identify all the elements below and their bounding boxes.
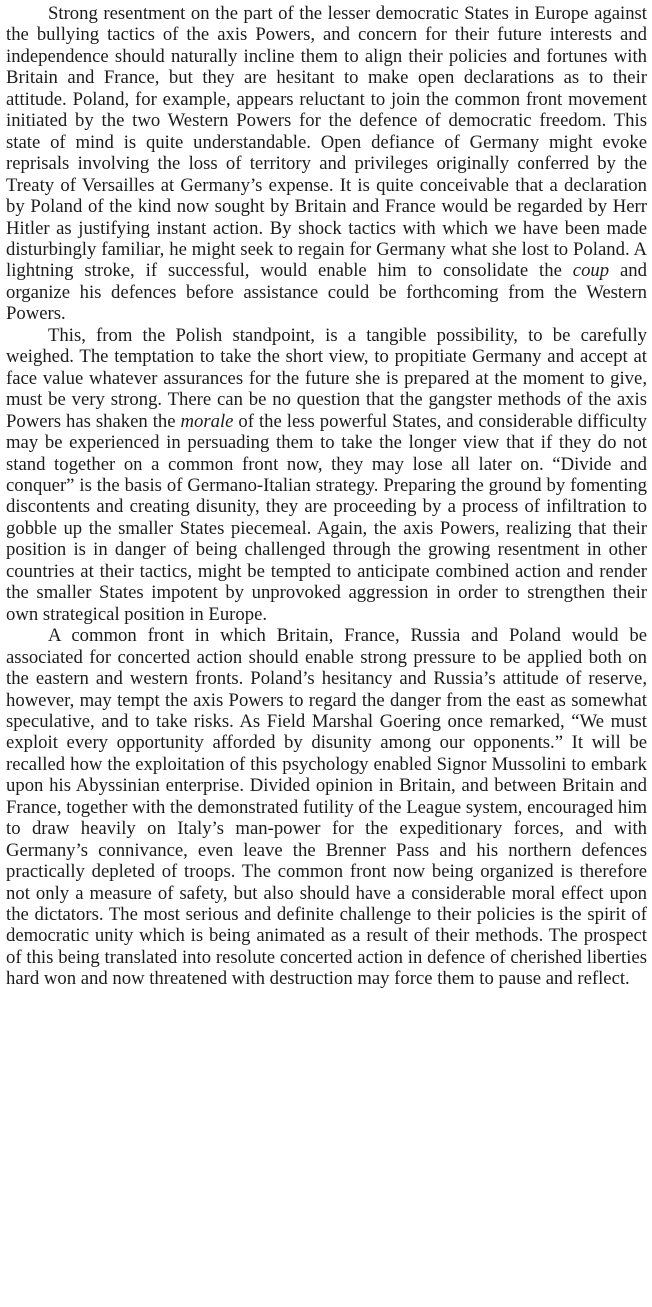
paragraph-3-text-1: A common front in which Britain, France, Russia and Poland would be associated for concerted action should enable strong pressure to be applied both on the eastern and western fronts. Poland’s hesitancy and Russia’s attitude of reserve, however, may tempt the axis Powers to regard the danger from the east as somewhat speculative, and to take risks. As Field Marshal Goering once remarked, “We must exploit every opportunity afforded by disunity among our opponents.” It will be recalled how the exploitation of this psychology enabled Signor Mussolini to embark upon his Abyssinian enterprise. Divided opinion in Britain, and between Britain and France, together with the demonstrated futility of the League system, encouraged him to draw heavily on Italy’s man-power for the expeditionary forces, and with Germany’s connivance, even leave the Brenner Pass and his northern defences practically depleted of troops. The common front now being organized is therefore not only a measure of safety, but also should have a considerable moral effect upon the dictators. The most serious and definite challenge to their policies is the spirit of democratic unity which is being animated as a result of their methods. The prospect of this being translated into resolute concerted action in defence of cherished liberties hard won and now threatened with destruction may force them to pause and reflect. [6, 625, 647, 990]
paragraph-1-text-1: Strong resentment on the part of the lesser democratic States in Europe against the bullying tactics of the axis Powers, and concern for their future interests and independence should naturally incline them to align their policies and fortunes with Britain and France, but they are hesitant to make open declarations as to their attitude. Poland, for example, appears reluctant to join the common front movement initiated by the two Western Powers for the defence of democratic freedom. This state of mind is quite understandable. Open defiance of Germany might evoke reprisals involving the loss of territory and privileges originally conferred by the Treaty of Versailles at Germany’s expense. It is quite conceivable that a declaration by Poland of the kind now sought by Britain and France would be regarded by Herr Hitler as justifying instant action. By shock tactics with which we have been made disturbingly familiar, he might seek to regain for Germany what she lost to Poland. A lightning stroke, if successful, would enable him to consolidate the [6, 3, 647, 282]
paragraph-2 [6, 325, 647, 625]
paragraph-1-text-2: and organize his defences before assistance could be forthcoming from the Western Powers. [6, 260, 647, 325]
paragraph-2-text-2: of the less powerful States, and considerable difficulty may be experienced in persuading them to take the longer view that if they do not stand together on a common front now, they may lose all later on. “Divide and conquer” is the basis of Germano-Italian strategy. Preparing the ground by fomenting discontents and creating disunity, they are proceeding by a process of infiltration to gobble up the smaller States piecemeal. Again, the axis Powers, realizing that their position is in danger of being challenged through the growing resentment in other countries at their tactics, might be tempted to anticipate combined action and render the smaller States impotent by unprovoked aggression in order to strengthen their own strategical position in Europe. [6, 410, 647, 625]
paragraph-2-text-1: This, from the Polish standpoint, is a tangible possibility, to be carefully weighed. The temptation to take the short view, to propitiate Germany and accept at face value whatever assurances for the future she is prepared at the moment to give, must be very strong. There can be no question that the gangster methods of the axis Powers has shaken the [6, 324, 647, 432]
paragraph-1-italic-coup: coup [572, 260, 610, 282]
article-page [6, 3, 647, 1303]
paragraph-3 [6, 625, 647, 990]
paragraph-1 [6, 3, 647, 325]
paragraph-2-italic-morale: morale [180, 410, 234, 432]
